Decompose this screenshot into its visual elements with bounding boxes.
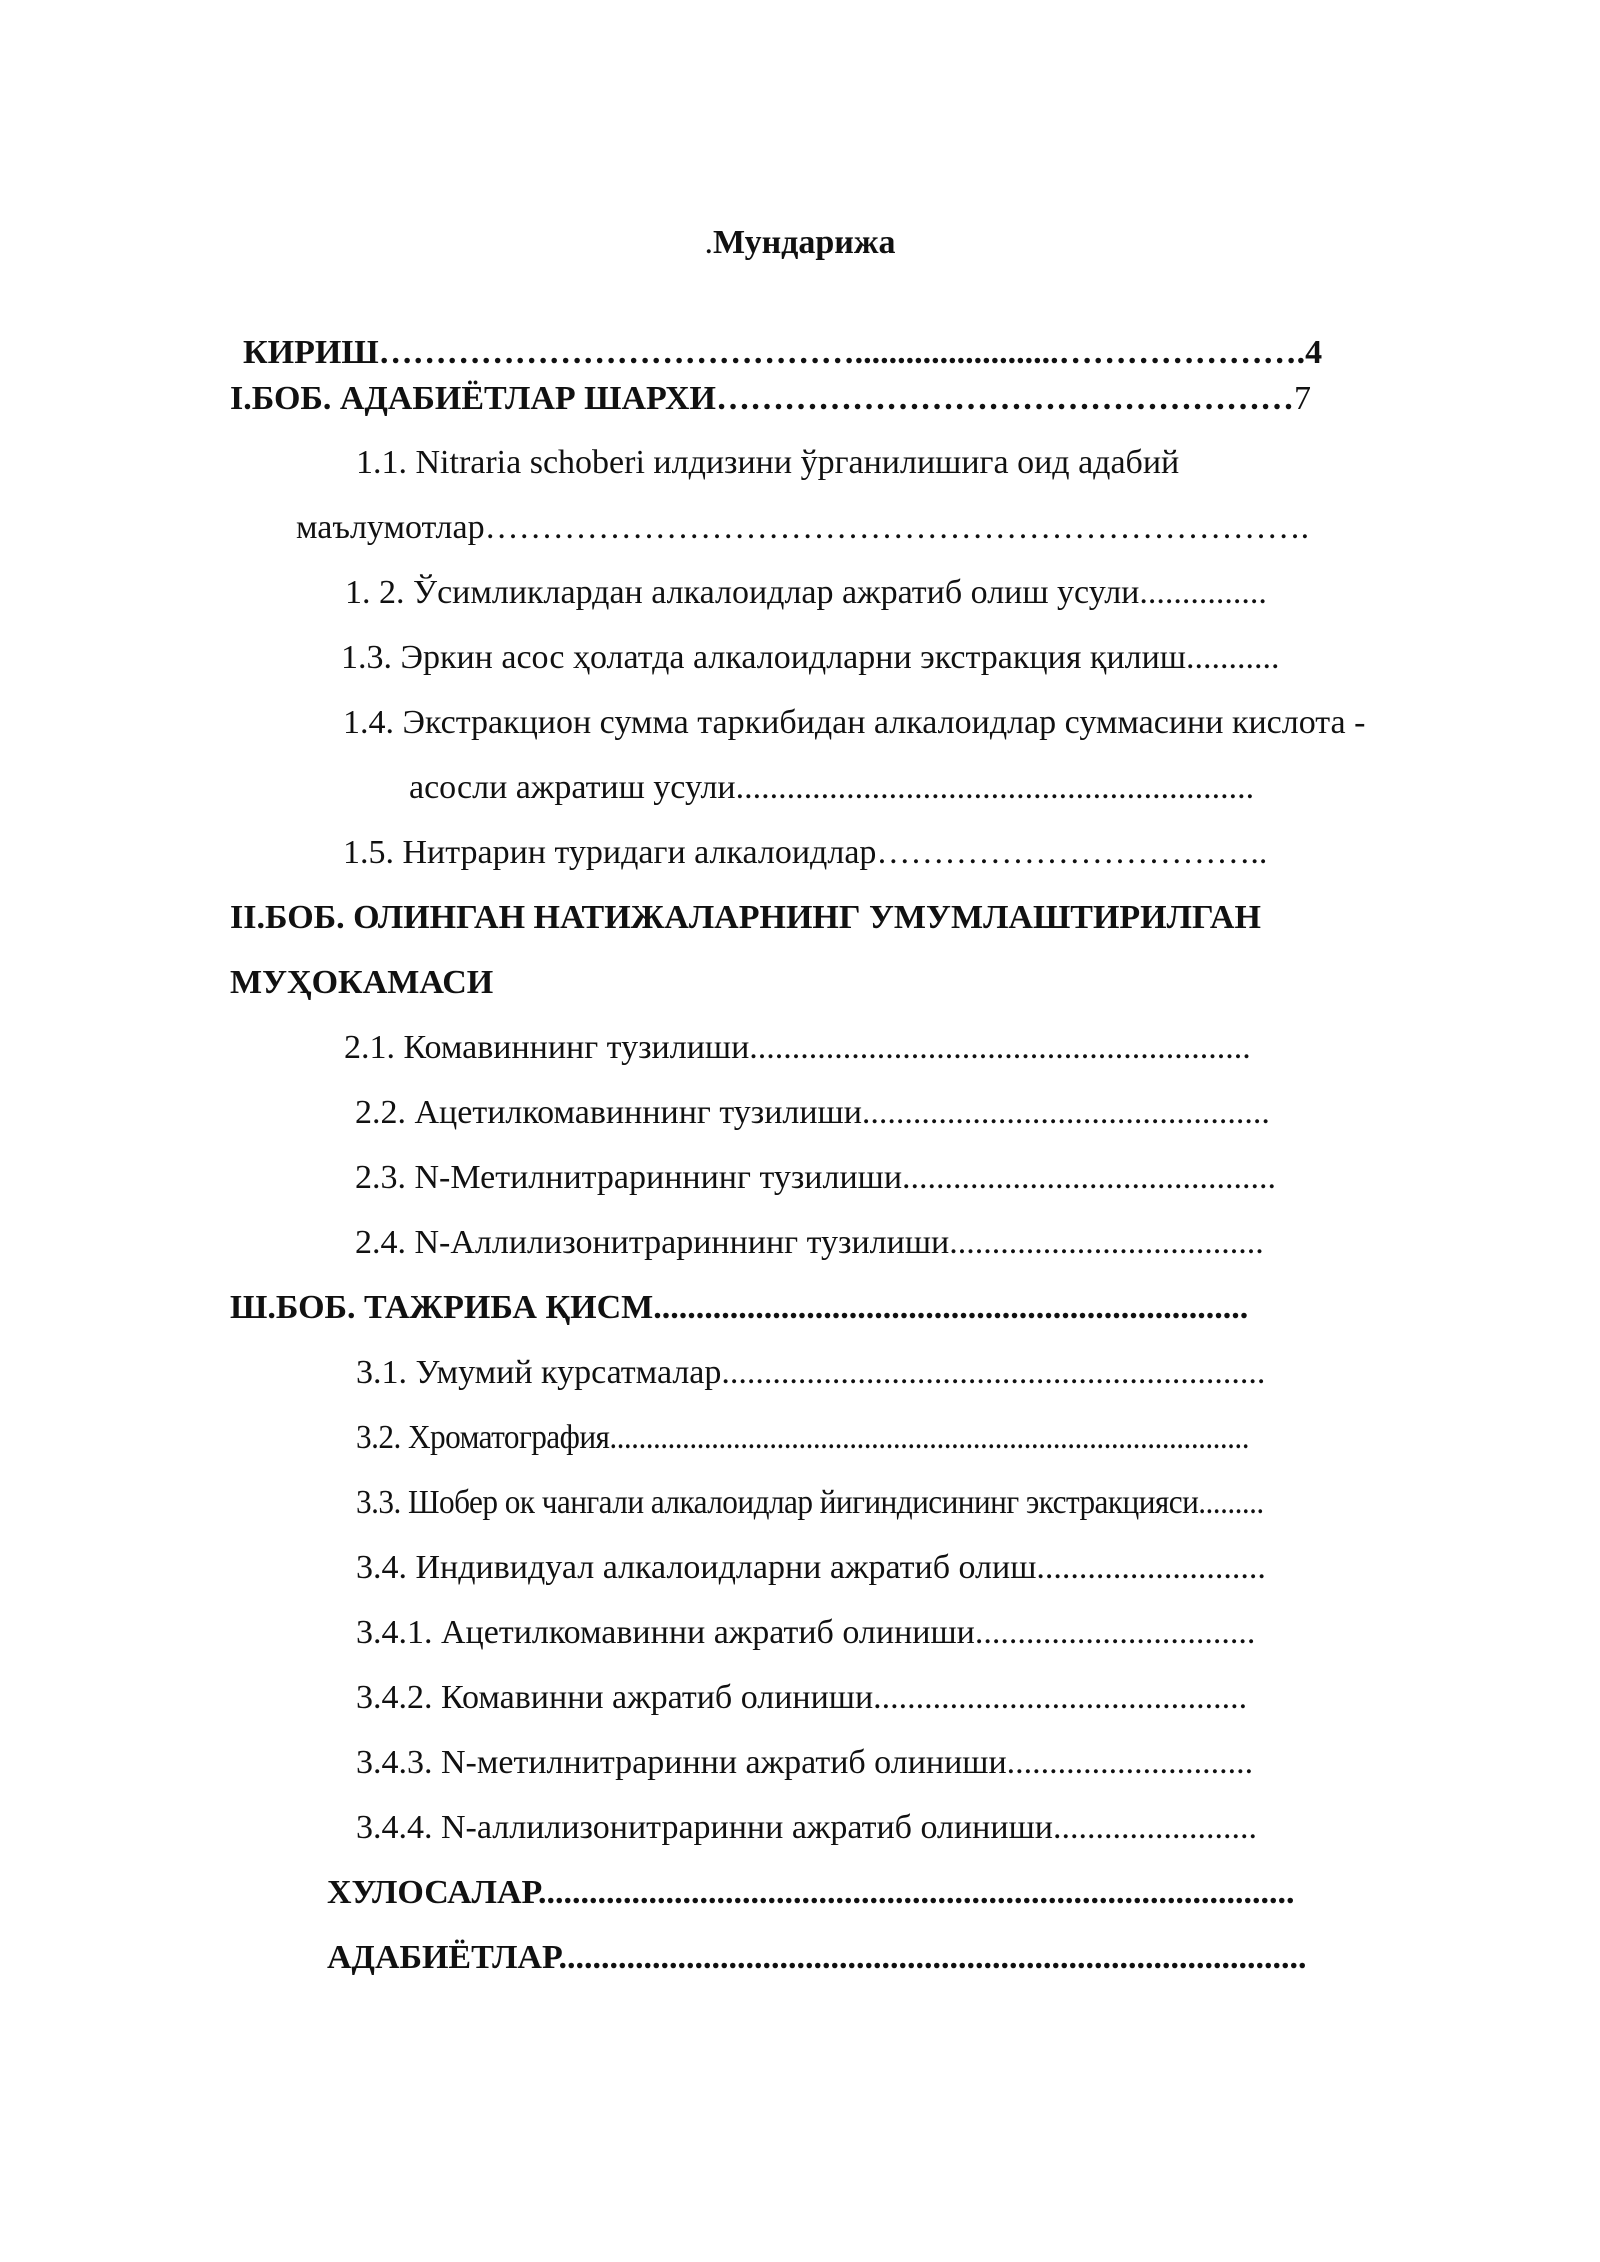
toc-entry-bob1 — [230, 379, 1311, 419]
toc-entry-1-4-cont: асосли ажратиш усули............................................................. — [409, 769, 1255, 806]
toc-entry-3-4-4: 3.4.4. N-аллилизонитраринни ажратиб олиниши........................ — [356, 1809, 1257, 1846]
toc-entry-1-5: 1.5. Нитрарин туридаги алкалоидлар…………………………….. — [343, 834, 1268, 871]
toc-entry-2-1: 2.1. Комавиннинг тузилиши........................................................... — [344, 1029, 1251, 1066]
toc-entry-2-4: 2.4. N-Аллилизонитрариннинг тузилиши..................................... — [355, 1224, 1264, 1261]
toc-entry-3-4-1: 3.4.1. Ацетилкомавинни ажратиб олиниши................................. — [356, 1614, 1256, 1651]
toc-entry-kirish: КИРИШ……………………………………........................………………….4 — [243, 334, 1323, 371]
toc-entry-1-1-cont: маълумотлар………………………………………………………………. — [296, 509, 1310, 546]
toc-entry-3-3: 3.3. Шобер ок чангали алкалоидлар йигиндисининг экстракцияси......... — [356, 1484, 1264, 1521]
toc-entry-3-1: 3.1. Умумий курсатмалар................................................................ — [356, 1354, 1266, 1391]
toc-entry-bob1-title: I.БОБ. АДАБИЁТЛАР ШАРХИ…………………………………………… — [230, 380, 1294, 417]
page-title — [0, 224, 1600, 262]
toc-entry-3-4-2: 3.4.2. Комавинни ажратиб олиниши............................................ — [356, 1679, 1248, 1716]
toc-entry-bob2-cont: МУҲОКАМАСИ — [230, 964, 494, 1001]
toc-entry-bob1-page: 7 — [1294, 380, 1311, 417]
toc-entry-3-4: 3.4. Индивидуал алкалоидларни ажратиб олиш........................... — [356, 1549, 1266, 1586]
title-prefix: . — [704, 224, 713, 261]
toc-entry-bob2: II.БОБ. ОЛИНГАН НАТИЖАЛАРНИНГ УМУМЛАШТИРИЛГАН — [230, 899, 1261, 936]
toc-entry-3-2: 3.2. Хроматография........................................................................................ — [356, 1419, 1249, 1456]
toc-entry-1-2: 1. 2. Ўсимликлардан алкалоидлар ажратиб олиш усули............... — [345, 574, 1267, 611]
toc-entry-adabiyotlar: АДАБИЁТЛАР........................................................................................ — [327, 1939, 1307, 1976]
title-text: Мундарижа — [712, 224, 896, 261]
toc-entry-bob3: Ш.БОБ. ТАЖРИБА ҚИСМ...................................................................... — [230, 1289, 1249, 1326]
toc-entry-1-3: 1.3. Эркин асос ҳолатда алкалоидларни экстракция қилиш........... — [341, 639, 1280, 676]
toc-entry-xulosalar: ХУЛОСАЛАР......................................................................................... — [327, 1874, 1295, 1911]
toc-entry-3-4-3: 3.4.3. N-метилнитраринни ажратиб олиниши............................. — [356, 1744, 1254, 1781]
toc-entry-1-1: 1.1. Nitraria schoberi илдизини ўрганилишига оид адабий — [356, 444, 1180, 481]
toc-entry-2-3: 2.3. N-Метилнитрариннинг тузилиши............................................ — [355, 1159, 1277, 1196]
toc-entry-1-4: 1.4. Экстракцион сумма таркибидан алкалоидлар суммасини кислота - — [343, 704, 1366, 741]
toc-entry-2-2: 2.2. Ацетилкомавиннинг тузилиши................................................ — [355, 1094, 1270, 1131]
